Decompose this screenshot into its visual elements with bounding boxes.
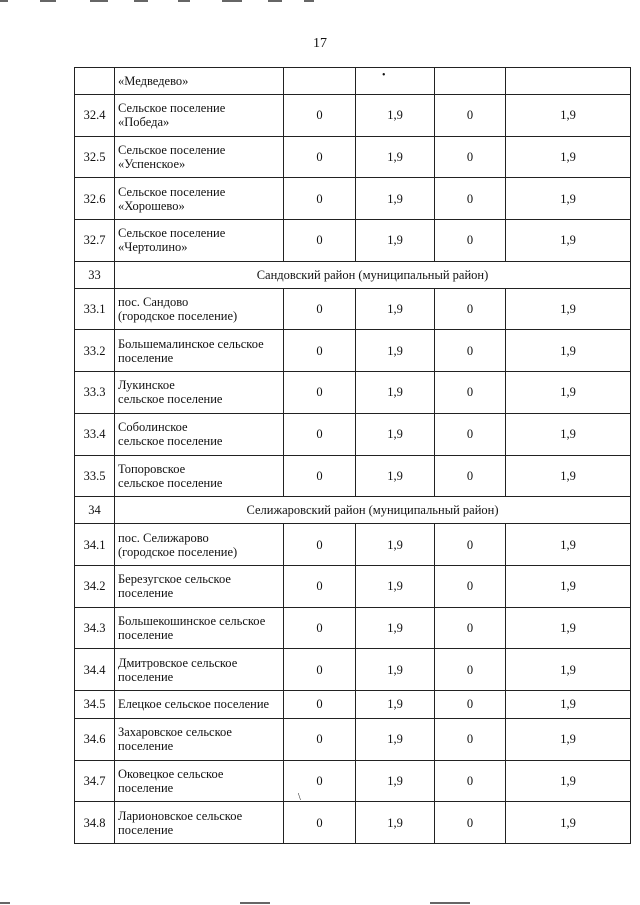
scan-speck: \ xyxy=(298,792,301,803)
row-number-cell: 32.5 xyxy=(75,136,115,178)
settlement-name-line: поселение xyxy=(118,669,174,684)
table-row xyxy=(75,288,631,330)
value-cell-v1: 0 xyxy=(284,607,356,649)
value-cell-v4: 1,9 xyxy=(506,607,631,649)
settlement-name-line: Соболинское xyxy=(118,420,188,435)
settlement-name-line: (городское поселение) xyxy=(118,309,238,324)
row-number-cell: 34.6 xyxy=(75,718,115,760)
value-cell-v1: 0 xyxy=(284,413,356,455)
settlement-name-cell xyxy=(115,95,284,137)
settlement-name-line: пос. Селижарово xyxy=(118,530,209,545)
value-cell-v4: 1,9 xyxy=(506,718,631,760)
settlement-name-line: «Хорошево» xyxy=(118,198,185,213)
value-cell-v1: 0 xyxy=(284,455,356,497)
value-cell-v4: 1,9 xyxy=(506,524,631,566)
value-cell-v1: 0 xyxy=(284,690,356,718)
row-number-cell: 33.2 xyxy=(75,330,115,372)
value-cell-v4: 1,9 xyxy=(506,330,631,372)
settlement-name-line: поселение xyxy=(118,739,174,754)
table-row xyxy=(75,413,631,455)
settlement-name-cell xyxy=(115,288,284,330)
district-title: Селижаровский район (муниципальный район) xyxy=(115,497,631,524)
value-cell-v3: 0 xyxy=(435,178,506,220)
value-cell-v4: 1,9 xyxy=(506,136,631,178)
row-number-cell: 33.3 xyxy=(75,372,115,414)
allocation-table xyxy=(74,67,631,844)
value-cell-v2: 1,9 xyxy=(356,288,435,330)
table-body xyxy=(75,68,631,844)
value-cell-v4: 1,9 xyxy=(506,455,631,497)
table-row xyxy=(75,649,631,691)
settlement-name-cell xyxy=(115,524,284,566)
settlement-name-line: Большемалинское сельское xyxy=(118,336,264,351)
row-name-cell: «Медведево» xyxy=(115,68,284,95)
value-cell xyxy=(506,68,631,95)
value-cell-v1: 0 xyxy=(284,330,356,372)
value-cell-v4: 1,9 xyxy=(506,178,631,220)
row-number-cell: 34.4 xyxy=(75,649,115,691)
settlement-name-line: Сельское поселение xyxy=(118,226,226,241)
value-cell-v1: 0 xyxy=(284,136,356,178)
value-cell-v3: 0 xyxy=(435,330,506,372)
value-cell-v3: 0 xyxy=(435,220,506,262)
value-cell-v3: 0 xyxy=(435,649,506,691)
settlement-name-line: Оковецкое сельское xyxy=(118,766,224,781)
settlement-name-line: пос. Сандово xyxy=(118,295,189,310)
row-number-cell: 32.4 xyxy=(75,95,115,137)
settlement-name-cell xyxy=(115,760,284,802)
value-cell-v3: 0 xyxy=(435,760,506,802)
table-row xyxy=(75,690,631,718)
value-cell-v3: 0 xyxy=(435,413,506,455)
value-cell-v2: 1,9 xyxy=(356,95,435,137)
value-cell xyxy=(435,68,506,95)
table-row xyxy=(75,330,631,372)
value-cell-v2: 1,9 xyxy=(356,607,435,649)
settlement-name-line: «Чертолино» xyxy=(118,240,188,255)
settlement-name-line: поселение xyxy=(118,822,174,837)
value-cell-v1: 0 xyxy=(284,760,356,802)
settlement-name-line: Сельское поселение xyxy=(118,143,226,158)
settlement-name-cell xyxy=(115,718,284,760)
settlement-name-line: Топоровское xyxy=(118,461,186,476)
value-cell-v2: 1,9 xyxy=(356,760,435,802)
table-row xyxy=(75,178,631,220)
settlement-name-line: Ларионовское сельское xyxy=(118,808,243,823)
settlement-name-line: Сельское поселение xyxy=(118,101,226,116)
settlement-name-line: сельское поселение xyxy=(118,392,223,407)
settlement-name-cell xyxy=(115,607,284,649)
value-cell-v3: 0 xyxy=(435,802,506,844)
value-cell-v4: 1,9 xyxy=(506,95,631,137)
table-row xyxy=(75,136,631,178)
value-cell-v1: 0 xyxy=(284,718,356,760)
row-number-cell: 32.6 xyxy=(75,178,115,220)
table-row-continued xyxy=(75,68,631,95)
settlement-name-cell xyxy=(115,178,284,220)
value-cell-v2: 1,9 xyxy=(356,649,435,691)
table-row xyxy=(75,220,631,262)
settlement-name-line: поселение xyxy=(118,586,174,601)
value-cell-v4: 1,9 xyxy=(506,372,631,414)
page-number: 17 xyxy=(313,36,327,51)
settlement-name-line: поселение xyxy=(118,350,174,365)
scan-speck: • xyxy=(382,70,386,81)
district-title: Сандовский район (муниципальный район) xyxy=(115,261,631,288)
value-cell xyxy=(284,68,356,95)
value-cell-v1: 0 xyxy=(284,524,356,566)
settlement-name-line: поселение xyxy=(118,780,174,795)
value-cell-v2: 1,9 xyxy=(356,220,435,262)
value-cell-v3: 0 xyxy=(435,136,506,178)
settlement-name-cell xyxy=(115,565,284,607)
value-cell-v3: 0 xyxy=(435,95,506,137)
settlement-name-line: «Победа» xyxy=(118,115,170,130)
row-number-cell: 34.5 xyxy=(75,690,115,718)
value-cell-v2: 1,9 xyxy=(356,136,435,178)
value-cell-v2: 1,9 xyxy=(356,524,435,566)
district-row xyxy=(75,497,631,524)
settlement-name-line: «Успенское» xyxy=(118,157,186,172)
settlement-name-line: Лукинское xyxy=(118,378,175,393)
row-number-cell: 34.2 xyxy=(75,565,115,607)
value-cell-v1: 0 xyxy=(284,288,356,330)
value-cell-v2: 1,9 xyxy=(356,413,435,455)
value-cell-v2: 1,9 xyxy=(356,330,435,372)
settlement-name-cell xyxy=(115,649,284,691)
settlement-name-line: сельское поселение xyxy=(118,475,223,490)
value-cell-v4: 1,9 xyxy=(506,802,631,844)
value-cell-v4: 1,9 xyxy=(506,565,631,607)
settlement-name-cell xyxy=(115,330,284,372)
settlement-name-line: Березугское сельское xyxy=(118,572,231,587)
table-row xyxy=(75,760,631,802)
table-row xyxy=(75,455,631,497)
settlement-name-cell xyxy=(115,455,284,497)
table-row xyxy=(75,718,631,760)
settlement-name-cell xyxy=(115,690,284,718)
row-number-cell: 34.7 xyxy=(75,760,115,802)
value-cell-v1: 0 xyxy=(284,802,356,844)
settlement-name-cell xyxy=(115,220,284,262)
table-row xyxy=(75,565,631,607)
value-cell-v3: 0 xyxy=(435,288,506,330)
row-number-cell: 33.1 xyxy=(75,288,115,330)
value-cell-v4: 1,9 xyxy=(506,690,631,718)
value-cell-v1: 0 xyxy=(284,178,356,220)
value-cell-v3: 0 xyxy=(435,455,506,497)
value-cell-v2: 1,9 xyxy=(356,718,435,760)
row-number-cell xyxy=(75,68,115,95)
settlement-name-cell xyxy=(115,136,284,178)
value-cell-v2: 1,9 xyxy=(356,690,435,718)
value-cell-v4: 1,9 xyxy=(506,413,631,455)
value-cell-v1: 0 xyxy=(284,220,356,262)
settlement-name-line: Большекошинское сельское xyxy=(118,613,266,628)
row-number-cell: 34.8 xyxy=(75,802,115,844)
settlement-name-line: Захаровское сельское xyxy=(118,725,232,740)
value-cell-v1: 0 xyxy=(284,95,356,137)
value-cell-v2: 1,9 xyxy=(356,372,435,414)
value-cell-v3: 0 xyxy=(435,372,506,414)
settlement-name-line: поселение xyxy=(118,627,174,642)
value-cell-v2: 1,9 xyxy=(356,178,435,220)
value-cell-v1: 0 xyxy=(284,372,356,414)
settlement-name-cell xyxy=(115,372,284,414)
row-number-cell: 34.1 xyxy=(75,524,115,566)
value-cell-v3: 0 xyxy=(435,565,506,607)
settlement-name-line: сельское поселение xyxy=(118,434,223,449)
table-row xyxy=(75,95,631,137)
row-number-cell: 33.5 xyxy=(75,455,115,497)
value-cell-v2: 1,9 xyxy=(356,455,435,497)
value-cell-v4: 1,9 xyxy=(506,220,631,262)
settlement-name-cell xyxy=(115,413,284,455)
value-cell-v4: 1,9 xyxy=(506,288,631,330)
value-cell xyxy=(356,68,435,95)
settlement-name-cell xyxy=(115,802,284,844)
value-cell-v4: 1,9 xyxy=(506,760,631,802)
value-cell-v2: 1,9 xyxy=(356,565,435,607)
row-number-cell: 32.7 xyxy=(75,220,115,262)
value-cell-v3: 0 xyxy=(435,607,506,649)
value-cell-v1: 0 xyxy=(284,649,356,691)
value-cell-v3: 0 xyxy=(435,718,506,760)
district-number: 34 xyxy=(75,497,115,524)
row-number-cell: 33.4 xyxy=(75,413,115,455)
value-cell-v3: 0 xyxy=(435,524,506,566)
value-cell-v4: 1,9 xyxy=(506,649,631,691)
table-row xyxy=(75,607,631,649)
settlement-name-line: Сельское поселение xyxy=(118,184,226,199)
row-number-cell: 34.3 xyxy=(75,607,115,649)
table-row xyxy=(75,372,631,414)
value-cell-v2: 1,9 xyxy=(356,802,435,844)
value-cell-v3: 0 xyxy=(435,690,506,718)
settlement-name-line: Дмитровское сельское xyxy=(118,655,238,670)
settlement-name-line: Елецкое сельское поселение xyxy=(118,697,270,712)
district-number: 33 xyxy=(75,261,115,288)
settlement-name-line: (городское поселение) xyxy=(118,544,238,559)
value-cell-v1: 0 xyxy=(284,565,356,607)
table-row xyxy=(75,802,631,844)
table-row xyxy=(75,524,631,566)
district-row xyxy=(75,261,631,288)
